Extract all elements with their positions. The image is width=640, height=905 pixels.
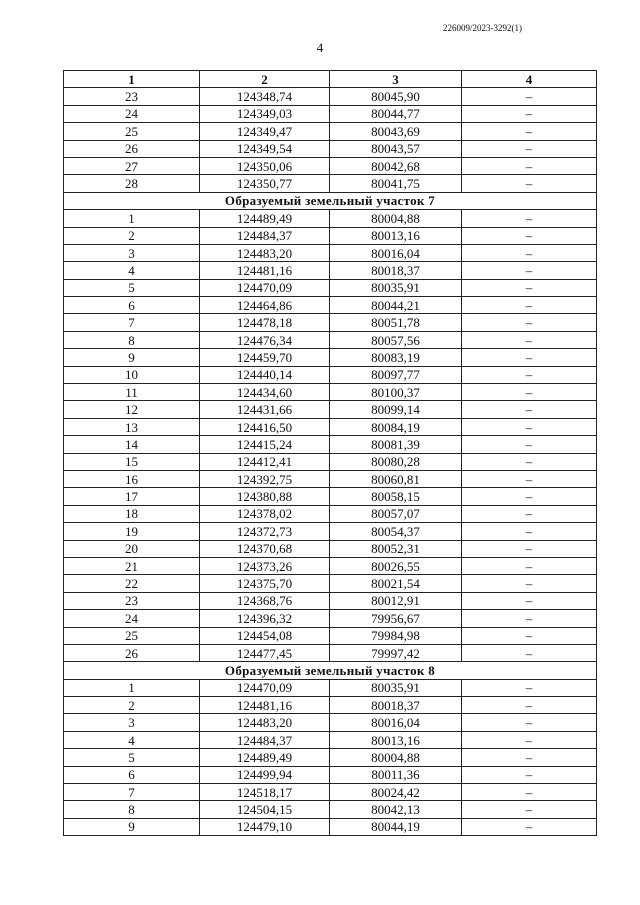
y-coordinate-cell: 80100,37 xyxy=(330,384,462,401)
table-row xyxy=(64,488,597,505)
y-coordinate-cell: 80051,78 xyxy=(330,314,462,331)
table-row xyxy=(64,314,597,331)
note-cell: – xyxy=(462,366,597,383)
y-coordinate-cell: 80018,37 xyxy=(330,697,462,714)
note-cell: – xyxy=(462,453,597,470)
point-number-cell: 13 xyxy=(64,418,200,435)
y-coordinate-cell: 80057,07 xyxy=(330,505,462,522)
x-coordinate-cell: 124484,37 xyxy=(200,227,330,244)
point-number-cell: 1 xyxy=(64,210,200,227)
column-header: 4 xyxy=(462,71,597,88)
note-cell: – xyxy=(462,818,597,835)
point-number-cell: 20 xyxy=(64,540,200,557)
table-row xyxy=(64,453,597,470)
point-number-cell: 26 xyxy=(64,644,200,661)
x-coordinate-cell: 124434,60 xyxy=(200,384,330,401)
y-coordinate-cell: 80013,16 xyxy=(330,731,462,748)
note-cell: – xyxy=(462,297,597,314)
x-coordinate-cell: 124489,49 xyxy=(200,749,330,766)
point-number-cell: 23 xyxy=(64,592,200,609)
y-coordinate-cell: 80041,75 xyxy=(330,175,462,192)
x-coordinate-cell: 124373,26 xyxy=(200,557,330,574)
note-cell: – xyxy=(462,384,597,401)
section-title: Образуемый земельный участок 8 xyxy=(64,662,597,679)
x-coordinate-cell: 124504,15 xyxy=(200,801,330,818)
point-number-cell: 3 xyxy=(64,714,200,731)
x-coordinate-cell: 124499,94 xyxy=(200,766,330,783)
note-cell: – xyxy=(462,470,597,487)
page-number: 4 xyxy=(316,40,324,55)
x-coordinate-cell: 124392,75 xyxy=(200,470,330,487)
x-coordinate-cell: 124483,20 xyxy=(200,714,330,731)
note-cell: – xyxy=(462,714,597,731)
note-cell: – xyxy=(462,697,597,714)
table-row xyxy=(64,575,597,592)
point-number-cell: 11 xyxy=(64,384,200,401)
table-row xyxy=(64,644,597,661)
y-coordinate-cell: 80011,36 xyxy=(330,766,462,783)
table-row xyxy=(64,331,597,348)
x-coordinate-cell: 124349,03 xyxy=(200,105,330,122)
note-cell: – xyxy=(462,105,597,122)
note-cell: – xyxy=(462,140,597,157)
note-cell: – xyxy=(462,749,597,766)
note-cell: – xyxy=(462,505,597,522)
section-header-row xyxy=(64,662,597,679)
table-row xyxy=(64,818,597,835)
table-row xyxy=(64,297,597,314)
table-row xyxy=(64,714,597,731)
point-number-cell: 10 xyxy=(64,366,200,383)
y-coordinate-cell: 80058,15 xyxy=(330,488,462,505)
point-number-cell: 16 xyxy=(64,470,200,487)
x-coordinate-cell: 124415,24 xyxy=(200,436,330,453)
y-coordinate-cell: 80045,90 xyxy=(330,88,462,105)
note-cell: – xyxy=(462,610,597,627)
point-number-cell: 17 xyxy=(64,488,200,505)
note-cell: – xyxy=(462,157,597,174)
table-row xyxy=(64,349,597,366)
x-coordinate-cell: 124481,16 xyxy=(200,262,330,279)
table-row xyxy=(64,592,597,609)
point-number-cell: 24 xyxy=(64,610,200,627)
table-row xyxy=(64,766,597,783)
y-coordinate-cell: 80044,77 xyxy=(330,105,462,122)
table-body xyxy=(64,88,597,836)
y-coordinate-cell: 80004,88 xyxy=(330,749,462,766)
table-row xyxy=(64,401,597,418)
table-row xyxy=(64,505,597,522)
point-number-cell: 28 xyxy=(64,175,200,192)
x-coordinate-cell: 124350,06 xyxy=(200,157,330,174)
x-coordinate-cell: 124396,32 xyxy=(200,610,330,627)
x-coordinate-cell: 124464,86 xyxy=(200,297,330,314)
table-row xyxy=(64,88,597,105)
x-coordinate-cell: 124470,09 xyxy=(200,279,330,296)
x-coordinate-cell: 124349,47 xyxy=(200,123,330,140)
table-row xyxy=(64,279,597,296)
x-coordinate-cell: 124518,17 xyxy=(200,784,330,801)
y-coordinate-cell: 80042,13 xyxy=(330,801,462,818)
point-number-cell: 7 xyxy=(64,784,200,801)
point-number-cell: 6 xyxy=(64,297,200,314)
x-coordinate-cell: 124378,02 xyxy=(200,505,330,522)
table-row xyxy=(64,227,597,244)
table-row xyxy=(64,262,597,279)
table-row xyxy=(64,540,597,557)
x-coordinate-cell: 124478,18 xyxy=(200,314,330,331)
point-number-cell: 26 xyxy=(64,140,200,157)
table-row xyxy=(64,123,597,140)
x-coordinate-cell: 124412,41 xyxy=(200,453,330,470)
table-row xyxy=(64,140,597,157)
note-cell: – xyxy=(462,227,597,244)
x-coordinate-cell: 124370,68 xyxy=(200,540,330,557)
table-row xyxy=(64,679,597,696)
point-number-cell: 7 xyxy=(64,314,200,331)
note-cell: – xyxy=(462,123,597,140)
note-cell: – xyxy=(462,627,597,644)
y-coordinate-cell: 80099,14 xyxy=(330,401,462,418)
document-number: 226009/2023-3292(1) xyxy=(443,23,522,33)
table-row xyxy=(64,175,597,192)
point-number-cell: 8 xyxy=(64,801,200,818)
note-cell: – xyxy=(462,679,597,696)
x-coordinate-cell: 124416,50 xyxy=(200,418,330,435)
point-number-cell: 27 xyxy=(64,157,200,174)
point-number-cell: 3 xyxy=(64,244,200,261)
point-number-cell: 1 xyxy=(64,679,200,696)
note-cell: – xyxy=(462,644,597,661)
note-cell: – xyxy=(462,331,597,348)
coordinates-table xyxy=(63,70,597,836)
x-coordinate-cell: 124477,45 xyxy=(200,644,330,661)
y-coordinate-cell: 80052,31 xyxy=(330,540,462,557)
note-cell: – xyxy=(462,592,597,609)
table-row xyxy=(64,436,597,453)
y-coordinate-cell: 80044,19 xyxy=(330,818,462,835)
y-coordinate-cell: 80057,56 xyxy=(330,331,462,348)
x-coordinate-cell: 124348,74 xyxy=(200,88,330,105)
point-number-cell: 12 xyxy=(64,401,200,418)
point-number-cell: 22 xyxy=(64,575,200,592)
note-cell: – xyxy=(462,540,597,557)
note-cell: – xyxy=(462,784,597,801)
x-coordinate-cell: 124483,20 xyxy=(200,244,330,261)
note-cell: – xyxy=(462,801,597,818)
point-number-cell: 18 xyxy=(64,505,200,522)
table-row xyxy=(64,105,597,122)
note-cell: – xyxy=(462,210,597,227)
point-number-cell: 23 xyxy=(64,88,200,105)
point-number-cell: 2 xyxy=(64,227,200,244)
x-coordinate-cell: 124431,66 xyxy=(200,401,330,418)
table-row xyxy=(64,366,597,383)
point-number-cell: 24 xyxy=(64,105,200,122)
y-coordinate-cell: 80054,37 xyxy=(330,523,462,540)
note-cell: – xyxy=(462,349,597,366)
x-coordinate-cell: 124380,88 xyxy=(200,488,330,505)
x-coordinate-cell: 124459,70 xyxy=(200,349,330,366)
table-row xyxy=(64,784,597,801)
point-number-cell: 2 xyxy=(64,697,200,714)
x-coordinate-cell: 124481,16 xyxy=(200,697,330,714)
note-cell: – xyxy=(462,88,597,105)
note-cell: – xyxy=(462,418,597,435)
y-coordinate-cell: 80035,91 xyxy=(330,679,462,696)
note-cell: – xyxy=(462,575,597,592)
column-header: 1 xyxy=(64,71,200,88)
point-number-cell: 4 xyxy=(64,731,200,748)
x-coordinate-cell: 124476,34 xyxy=(200,331,330,348)
note-cell: – xyxy=(462,401,597,418)
table-row xyxy=(64,610,597,627)
note-cell: – xyxy=(462,175,597,192)
x-coordinate-cell: 124489,49 xyxy=(200,210,330,227)
y-coordinate-cell: 79984,98 xyxy=(330,627,462,644)
table-row xyxy=(64,157,597,174)
table-row xyxy=(64,697,597,714)
table-row xyxy=(64,557,597,574)
note-cell: – xyxy=(462,244,597,261)
x-coordinate-cell: 124349,54 xyxy=(200,140,330,157)
section-title: Образуемый земельный участок 7 xyxy=(64,192,597,209)
note-cell: – xyxy=(462,436,597,453)
y-coordinate-cell: 80080,28 xyxy=(330,453,462,470)
y-coordinate-cell: 79956,67 xyxy=(330,610,462,627)
table-row xyxy=(64,244,597,261)
x-coordinate-cell: 124368,76 xyxy=(200,592,330,609)
x-coordinate-cell: 124350,77 xyxy=(200,175,330,192)
table-row xyxy=(64,627,597,644)
table-row xyxy=(64,801,597,818)
column-header: 2 xyxy=(200,71,330,88)
column-header: 3 xyxy=(330,71,462,88)
y-coordinate-cell: 80097,77 xyxy=(330,366,462,383)
point-number-cell: 6 xyxy=(64,766,200,783)
point-number-cell: 5 xyxy=(64,749,200,766)
table-row xyxy=(64,749,597,766)
note-cell: – xyxy=(462,731,597,748)
note-cell: – xyxy=(462,766,597,783)
point-number-cell: 25 xyxy=(64,123,200,140)
point-number-cell: 5 xyxy=(64,279,200,296)
y-coordinate-cell: 80035,91 xyxy=(330,279,462,296)
y-coordinate-cell: 80083,19 xyxy=(330,349,462,366)
note-cell: – xyxy=(462,523,597,540)
note-cell: – xyxy=(462,314,597,331)
x-coordinate-cell: 124454,08 xyxy=(200,627,330,644)
y-coordinate-cell: 80044,21 xyxy=(330,297,462,314)
x-coordinate-cell: 124375,70 xyxy=(200,575,330,592)
table-header-row xyxy=(64,71,597,88)
point-number-cell: 4 xyxy=(64,262,200,279)
x-coordinate-cell: 124484,37 xyxy=(200,731,330,748)
note-cell: – xyxy=(462,262,597,279)
x-coordinate-cell: 124440,14 xyxy=(200,366,330,383)
table-row xyxy=(64,418,597,435)
y-coordinate-cell: 80018,37 xyxy=(330,262,462,279)
y-coordinate-cell: 80026,55 xyxy=(330,557,462,574)
y-coordinate-cell: 80021,54 xyxy=(330,575,462,592)
y-coordinate-cell: 80012,91 xyxy=(330,592,462,609)
table-row xyxy=(64,731,597,748)
point-number-cell: 9 xyxy=(64,349,200,366)
note-cell: – xyxy=(462,488,597,505)
point-number-cell: 8 xyxy=(64,331,200,348)
table-row xyxy=(64,523,597,540)
point-number-cell: 25 xyxy=(64,627,200,644)
table-row xyxy=(64,470,597,487)
y-coordinate-cell: 79997,42 xyxy=(330,644,462,661)
x-coordinate-cell: 124479,10 xyxy=(200,818,330,835)
x-coordinate-cell: 124372,73 xyxy=(200,523,330,540)
point-number-cell: 15 xyxy=(64,453,200,470)
y-coordinate-cell: 80060,81 xyxy=(330,470,462,487)
y-coordinate-cell: 80016,04 xyxy=(330,244,462,261)
table-row xyxy=(64,210,597,227)
x-coordinate-cell: 124470,09 xyxy=(200,679,330,696)
y-coordinate-cell: 80043,69 xyxy=(330,123,462,140)
point-number-cell: 9 xyxy=(64,818,200,835)
y-coordinate-cell: 80013,16 xyxy=(330,227,462,244)
y-coordinate-cell: 80016,04 xyxy=(330,714,462,731)
y-coordinate-cell: 80084,19 xyxy=(330,418,462,435)
table-row xyxy=(64,384,597,401)
y-coordinate-cell: 80042,68 xyxy=(330,157,462,174)
y-coordinate-cell: 80043,57 xyxy=(330,140,462,157)
y-coordinate-cell: 80081,39 xyxy=(330,436,462,453)
y-coordinate-cell: 80024,42 xyxy=(330,784,462,801)
note-cell: – xyxy=(462,557,597,574)
point-number-cell: 14 xyxy=(64,436,200,453)
section-header-row xyxy=(64,192,597,209)
note-cell: – xyxy=(462,279,597,296)
point-number-cell: 21 xyxy=(64,557,200,574)
y-coordinate-cell: 80004,88 xyxy=(330,210,462,227)
point-number-cell: 19 xyxy=(64,523,200,540)
